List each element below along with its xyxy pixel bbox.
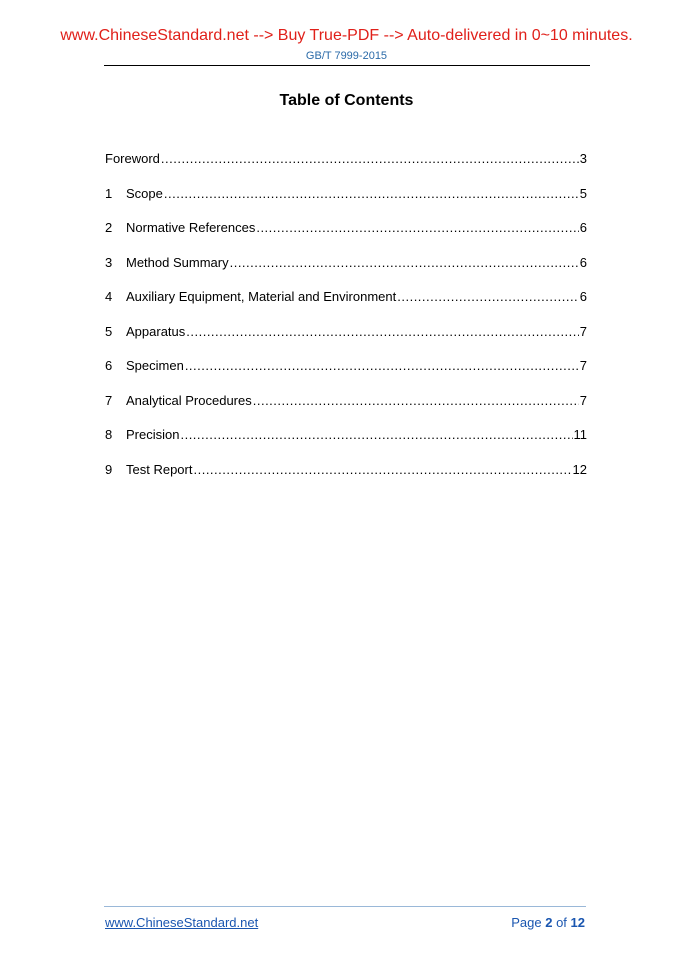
toc-entry-number: 5 [105,323,113,339]
document-code: GB/T 7999-2015 [305,50,388,62]
toc-entry-number: 1 [105,185,113,201]
toc-leader-dots [230,254,579,272]
toc-entry-number: 2 [105,220,113,235]
toc-leader-dots [180,426,572,444]
page-total: 12 [570,915,585,930]
toc-entry-title: Method Summary [126,254,229,270]
toc-entry-number: 4 [105,289,113,304]
toc-entry-title: Normative References [126,220,256,235]
toc-entry-title: Analytical Procedures [126,392,252,408]
page-current: 2 [545,915,553,930]
toc-entry-analytical-procedures[interactable] [105,392,587,427]
toc-entry-method-summary[interactable] [105,254,587,289]
toc-leader-dots [186,323,579,341]
toc-page-number: 12 [572,461,587,477]
toc-entry-number: 6 [105,358,113,373]
toc-leader-dots [397,288,579,306]
toc-page-number: 7 [579,392,587,408]
toc-entry-number: 3 [105,254,113,270]
footer-site-link[interactable]: www.ChineseStandard.net [105,915,259,930]
toc-entry-title: Apparatus [126,323,186,339]
header-divider [104,65,590,66]
toc-entry-apparatus[interactable] [105,323,587,358]
toc-page-number: 7 [579,323,587,339]
toc-entry-normative-references[interactable] [105,219,587,254]
toc-page-number: 5 [579,185,587,201]
toc-entry-title: Auxiliary Equipment, Material and Environment [126,289,397,304]
toc-entry-title: Scope [126,185,163,201]
toc-entry-number: 7 [105,392,113,408]
toc-leader-dots [161,150,579,168]
toc-page-number: 3 [579,151,587,166]
page-label: Page [511,915,542,930]
toc-page-number: 6 [579,254,587,270]
toc-entry-title: Test Report [126,461,193,477]
toc-entry-test-report[interactable] [105,461,587,496]
toc-leader-dots [164,185,579,203]
page-indicator [511,915,585,930]
toc-entry-title: Specimen [126,358,184,373]
toc-entry-number: 8 [105,427,113,442]
toc-leader-dots [256,219,578,237]
page-of: of [556,915,567,930]
toc-page-number: 7 [579,358,587,373]
toc-entry-specimen[interactable] [105,357,587,392]
toc-leader-dots [253,392,579,410]
toc-page-number: 11 [573,427,587,442]
toc-page-number: 6 [579,220,587,235]
header-banner[interactable]: www.ChineseStandard.net --> Buy True-PDF --> Auto-delivered in 0~10 minutes. [60,27,633,44]
toc-entry-precision[interactable] [105,426,587,461]
toc-entry-foreword[interactable] [105,150,587,185]
toc-entry-scope[interactable] [105,185,587,220]
page-title: Table of Contents [279,92,414,109]
toc-leader-dots [193,461,571,479]
toc-entry-title: Precision [126,427,180,442]
toc-entry-number: 9 [105,461,113,477]
toc-entry-auxiliary-equipment[interactable] [105,288,587,323]
toc-entry-title: Foreword [105,151,160,166]
footer-divider [104,906,586,907]
table-of-contents [105,150,587,495]
toc-leader-dots [185,357,579,375]
toc-page-number: 6 [579,289,587,304]
